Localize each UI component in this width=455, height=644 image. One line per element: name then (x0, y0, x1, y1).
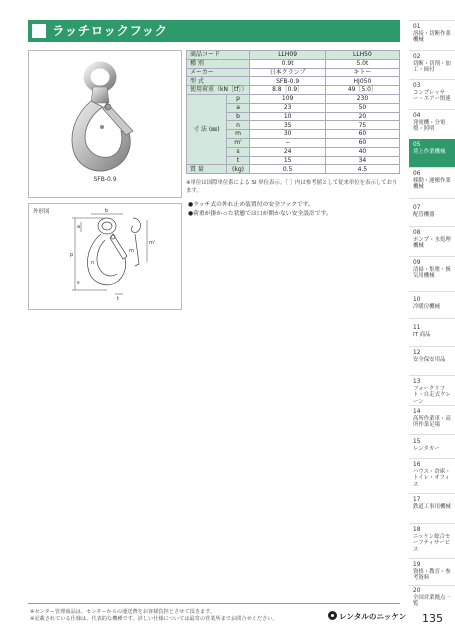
dim-label: n (226, 121, 250, 130)
spec-table (186, 50, 400, 174)
header-cell: LLH09 (250, 51, 325, 60)
table-note: ※単位は国際単位系による SI 単位表示。［ ］内は参考値として従来単位を表示しております。 (186, 180, 398, 194)
page-number: 135 (422, 612, 443, 625)
sidebar-item-02[interactable]: 02 切断・切削・加工・締付 (409, 50, 455, 79)
table-cell: − (250, 138, 325, 147)
feature-list (188, 201, 400, 219)
drawing-label: 外形図 (33, 209, 50, 215)
table-cell: 50 (325, 103, 399, 112)
company-logo (328, 611, 406, 622)
dim-s-label: s (77, 280, 80, 286)
sidebar-item-13[interactable]: 13 フォークリフト・自走式クレーン (409, 375, 455, 405)
table-cell: 60 (325, 138, 399, 147)
dim-label: m' (226, 138, 250, 147)
footer-notes (30, 609, 278, 624)
row-label: 使用荷重（kN［tf］） (187, 86, 250, 95)
outline-drawing (28, 203, 182, 310)
dim-m-prime-label: m' (149, 240, 156, 246)
row-label: 質 量 (187, 165, 227, 174)
header-label: 商品コード (187, 51, 250, 60)
page-title: ラッチロックフック (52, 23, 168, 38)
table-cell: 35 (250, 121, 325, 130)
title-bar (28, 20, 400, 42)
dim-label: t (226, 156, 250, 165)
table-cell: 109 (250, 94, 325, 103)
photo-caption: SFB-0.9 (93, 176, 117, 183)
logo-text: レンタルのニッケン (339, 612, 407, 621)
table-cell: 230 (325, 94, 399, 103)
sidebar-item-03[interactable]: 03 コンプレッサー・エアー関連 (409, 79, 455, 109)
sidebar-item-08[interactable]: 08 ポンプ・水処理機械 (409, 226, 455, 256)
table-cell: 日本クランプ (250, 68, 325, 77)
dim-label: s (226, 147, 250, 156)
row-label: メーカー (187, 68, 250, 77)
dimension-group-label: 寸 法 (㎜) (187, 94, 227, 164)
dim-label: a (226, 103, 250, 112)
sidebar-item-09[interactable]: 09 清掃・集塵・換気用機械 (409, 256, 455, 291)
sidebar-item-07[interactable]: 07 配管機器 (409, 198, 455, 226)
table-cell: 8.8［0.9］ (250, 86, 325, 95)
sidebar-item-12[interactable]: 12 安全保安用品 (409, 346, 455, 375)
table-cell: 15 (250, 156, 325, 165)
dim-a-label: a (77, 224, 81, 230)
dim-m-label: m (129, 248, 134, 254)
table-row (187, 94, 400, 103)
table-cell: 34 (325, 156, 399, 165)
feature-item: ●荷重が掛かった状態では口が開かない安全設計です。 (188, 211, 332, 217)
title-square-icon (32, 24, 46, 38)
product-photo (28, 50, 182, 198)
dim-t-label: t (117, 296, 119, 302)
table-cell: 23 (250, 103, 325, 112)
sidebar-item-14[interactable]: 14 高所作業車・高所作業足場 (409, 405, 455, 434)
table-cell: 24 (250, 147, 325, 156)
header-cell: LLH50 (325, 51, 399, 60)
table-row (187, 68, 400, 77)
table-row (187, 86, 400, 95)
dim-p-label: p (70, 252, 74, 258)
row-label: 型 式 (187, 77, 250, 86)
table-header-row (187, 51, 400, 60)
row-label: 種 別 (187, 59, 250, 68)
dim-label: b (226, 112, 250, 121)
sidebar-item-16[interactable]: 16 ハウス・倉庫・トイレ・オフィス (409, 458, 455, 493)
table-cell: 5.0t (325, 59, 399, 68)
sidebar-item-04[interactable]: 04 発電機・分電盤・照明 (409, 109, 455, 139)
sidebar-item-01[interactable]: 01 溶接・切断作業機械 (409, 20, 455, 50)
table-cell: 0.9t (250, 59, 325, 68)
dim-label: m (226, 130, 250, 139)
sidebar-item-19[interactable]: 19 資格・教育・参考資料 (409, 558, 455, 585)
dim-label: p (226, 94, 250, 103)
table-cell: 0.5 (250, 165, 325, 174)
sidebar-item-11[interactable]: 11 IT 商品 (409, 318, 455, 346)
table-cell: 60 (325, 130, 399, 139)
table-cell: 30 (250, 130, 325, 139)
hook-outline-diagram (29, 204, 181, 309)
sidebar-item-06[interactable]: 06 移動・運搬作業機械 (409, 167, 455, 198)
sidebar-item-17[interactable]: 17 鉄道工事用機械 (409, 493, 455, 523)
table-cell: 40 (325, 147, 399, 156)
table-row (187, 165, 400, 174)
sidebar-item-15[interactable]: 15 レンタカー (409, 434, 455, 458)
table-cell: 20 (325, 112, 399, 121)
table-cell: SFB-0.9 (250, 77, 325, 86)
sidebar-item-10[interactable]: 10 冷暖房機械 (409, 291, 455, 318)
table-cell: HJ050 (325, 77, 399, 86)
table-cell: 49［5.0］ (325, 86, 399, 95)
table-cell: 4.5 (325, 165, 399, 174)
footer-divider (28, 603, 400, 604)
table-cell: 10 (250, 112, 325, 121)
footer-note: ※記載されている仕様は、代表的な機種です。詳しい仕様については最寄の営業所までお問合せください。 (30, 616, 278, 623)
sidebar-item-18[interactable]: 18 ニッケン総合セーフティサービス (409, 523, 455, 558)
feature-item: ●ラッチ式の外れ止め装置付の安全フックです。 (188, 202, 314, 208)
footer-note: ※センター管理商品は、センターからの運送費をお客様負担とさせて頂きます。 (30, 609, 216, 615)
dim-n-label: n (91, 260, 95, 266)
table-cell: 75 (325, 121, 399, 130)
category-index-sidebar (409, 20, 455, 608)
table-cell: キトー (325, 68, 399, 77)
sidebar-item-20[interactable]: 20 全国営業拠点一覧 (409, 585, 455, 605)
dim-b-label: b (105, 208, 109, 214)
table-row (187, 77, 400, 86)
logo-mark-icon (328, 611, 337, 620)
sidebar-item-05[interactable]: 05 荷上作業機械 (409, 139, 455, 167)
table-row (187, 59, 400, 68)
weight-unit: (kg) (226, 165, 250, 174)
